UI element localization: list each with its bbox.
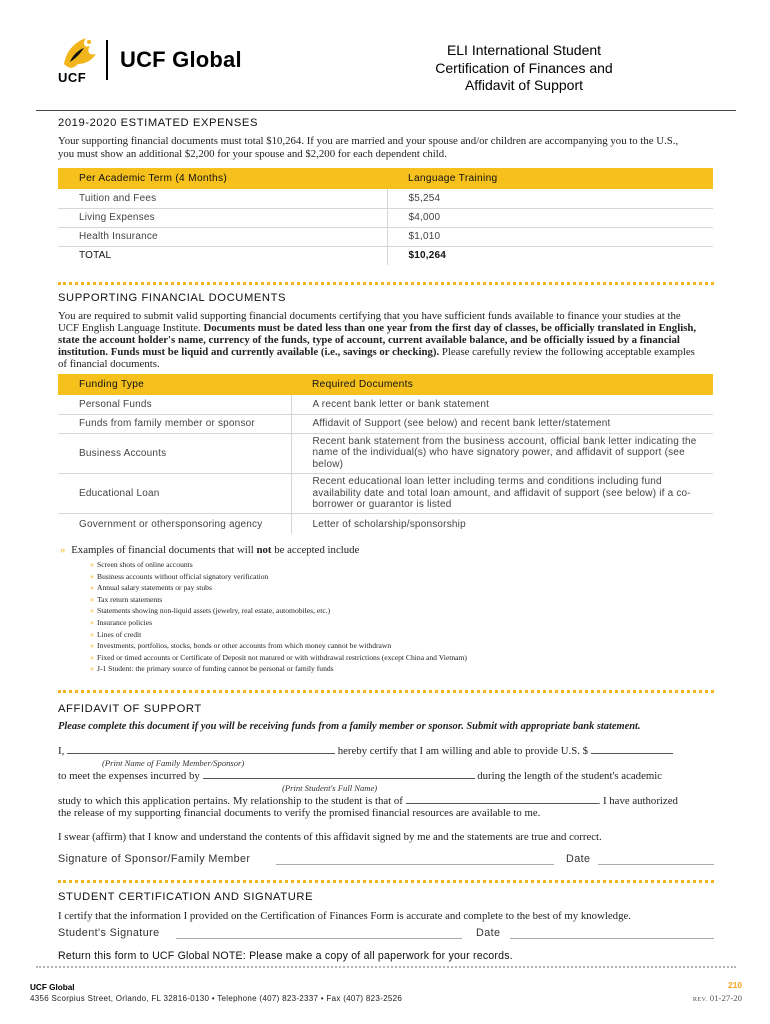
affidavit-instruction: Please complete this document if you will be receiving funds from a family member or sponsor. Submit with appropriate bank statement. (58, 721, 641, 732)
list-item (90, 605, 467, 617)
bullet-arrow-icon: » (90, 652, 94, 662)
table-row (58, 473, 713, 513)
form-code: 210 (728, 980, 742, 990)
affidavit-text: I, (58, 745, 65, 757)
affidavit-text: . I have authorized (597, 795, 678, 807)
bullet-arrow-icon: » (90, 571, 94, 581)
expense-total-label: TOTAL (79, 250, 112, 262)
document-title (394, 42, 654, 95)
column-header: Per Academic Term (4 Months) (58, 168, 387, 189)
supporting-line: You are required to submit valid supporting financial documents certifying that you have sufficient funds available to finance your studies at the (58, 310, 681, 322)
required-docs: Recent educational loan letter including terms and conditions including fund availability date and total loan amount, and affidavit of support (see below) if a co-borrower or guarantor is listed (291, 473, 713, 513)
student-date-line[interactable] (510, 938, 714, 939)
logo-divider (106, 40, 108, 80)
expense-label: Living Expenses (58, 208, 387, 227)
list-item-text: J-1 Student: the primary source of funding cannot be personal or family funds (97, 664, 334, 674)
footer-address: 4356 Scorpius Street, Orlando, FL 32816-0130 • Telephone (407) 823-2337 • Fax (407) 823-2526 (30, 994, 403, 1003)
table-row (58, 208, 713, 227)
logo-text: UCF Global (120, 47, 242, 72)
document-title-line: Affidavit of Support (464, 77, 584, 93)
expense-value: $1,010 (387, 227, 713, 246)
funding-type: Business Accounts (58, 433, 291, 473)
funding-type: Educational Loan (58, 473, 291, 513)
affidavit-line (58, 744, 673, 757)
affidavit-text: study to which this application pertains. My relationship to the student is that of (58, 795, 403, 807)
expenses-table-header (58, 168, 713, 189)
required-docs: A recent bank letter or bank statement (291, 395, 713, 414)
funding-type: Government or othersponsoring agency (79, 518, 263, 530)
expenses-intro-line: you must show an additional $2,200 for your spouse and $2,200 for each dependent child. (58, 148, 447, 160)
section-divider (58, 282, 714, 285)
table-row (58, 433, 713, 473)
student-date-label: Date (476, 927, 501, 939)
list-item-text: Fixed or timed accounts or Certificate of Deposit not matured or with withdrawal restrictions (except China and Vietnam) (97, 652, 467, 662)
funding-table-header (58, 374, 713, 395)
supporting-bold-text: Documents must be dated less than one year from the first day of classes, be officially translated in English, (203, 322, 697, 334)
required-docs: Letter of scholarship/sponsorship (291, 514, 713, 534)
table-row (58, 246, 713, 265)
bullet-arrow-icon: » (90, 560, 94, 569)
table-row (58, 395, 713, 414)
table-row (58, 414, 713, 433)
expenses-intro-line: Your supporting financial documents must total $10,264. If you are married and your spouse and/or children are accompanying you to the U.S., (58, 135, 679, 147)
sponsor-signature-label: Signature of Sponsor/Family Member (58, 853, 251, 865)
supporting-text: Please carefully review the following acceptable examples (439, 346, 695, 358)
not-accepted-bold: not (256, 544, 272, 556)
expense-total-value: $10,264 (387, 246, 713, 265)
table-row (58, 189, 713, 208)
document-title-line: ELI International Student (446, 42, 602, 58)
supporting-line: of financial documents. (58, 358, 160, 370)
list-item (90, 640, 467, 652)
column-header: Language Training (387, 168, 713, 189)
footer-divider (36, 966, 736, 968)
sponsor-date-line[interactable] (598, 864, 714, 865)
header-rule (36, 110, 736, 111)
supporting-text: UCF English Language Institute. (58, 322, 204, 334)
revision-date (693, 993, 742, 1003)
supporting-line (58, 346, 695, 358)
list-item-text: Screen shots of online accounts (97, 560, 193, 569)
list-item-text: Insurance policies (97, 617, 153, 627)
sponsor-date-label: Date (566, 853, 591, 865)
bullet-arrow-icon: » (90, 583, 94, 593)
list-item-text: Tax return statements (97, 594, 163, 604)
supporting-bold-text: institution. Funds must be liquid and currently available (i.e., savings or checking). (58, 346, 440, 358)
expenses-table (58, 168, 713, 265)
bullet-arrow-icon: » (90, 664, 94, 674)
section-divider (58, 690, 714, 693)
revision-value: 01-27-20 (709, 993, 742, 1003)
amount-field[interactable] (591, 744, 673, 754)
expense-value: $4,000 (387, 208, 713, 227)
list-item-text: Business accounts without official signatory verification (97, 571, 269, 581)
expenses-heading: 2019-2020 ESTIMATED EXPENSES (58, 117, 259, 129)
affidavit-line: the release of my supporting financial documents to verify the promised financial resources are available to me. (58, 807, 541, 819)
list-item (90, 594, 467, 606)
list-item-text: Lines of credit (97, 629, 142, 639)
not-accepted-text: be accepted include (271, 544, 360, 556)
affidavit-swear: I swear (affirm) that I know and understand the contents of this affidavit signed by me and the statements are true and correct. (58, 831, 602, 843)
bullet-arrow-icon: » (90, 629, 94, 639)
expense-label: Health Insurance (58, 227, 387, 246)
bullet-arrow-icon: » (90, 617, 94, 627)
return-note: Return this form to UCF Global NOTE: Please make a copy of all paperwork for your records. (58, 950, 513, 962)
expense-value: $5,254 (387, 189, 713, 208)
document-title-line: Certification of Finances and (435, 59, 613, 76)
not-accepted-text: Examples of financial documents that will (71, 544, 257, 556)
list-item (90, 663, 467, 675)
student-cert-statement: I certify that the information I provided on the Certification of Finances Form is accurate and complete to the best of my knowledge. (58, 910, 631, 922)
list-item (90, 571, 467, 583)
list-item (90, 629, 467, 641)
expense-label: Tuition and Fees (58, 189, 387, 208)
student-name-field[interactable] (203, 769, 475, 779)
funding-type: Funds from family member or sponsor (58, 414, 291, 433)
not-accepted-list (90, 559, 467, 675)
relationship-field[interactable] (406, 794, 598, 804)
supporting-heading: SUPPORTING FINANCIAL DOCUMENTS (58, 292, 287, 304)
student-signature-label: Student's Signature (58, 927, 160, 939)
bullet-arrow-icon: » (90, 641, 94, 651)
affidavit-text: hereby certify that I am willing and able to provide U.S. $ (337, 745, 589, 757)
bullet-arrow-icon: » (90, 594, 94, 604)
sponsor-name-field[interactable] (67, 744, 335, 754)
sponsor-signature-line[interactable] (276, 864, 554, 865)
logo-short-text: UCF (58, 70, 87, 85)
affidavit-text: to meet the expenses incurred by (58, 770, 200, 782)
revision-label: REV. (692, 996, 708, 1003)
student-signature-line[interactable] (176, 938, 462, 939)
bullet-arrow-icon: » (90, 606, 94, 616)
list-item-text: Investments, portfolios, stocks, bonds or other accounts from which money cannot be withdrawn (97, 641, 392, 651)
list-item (90, 582, 467, 594)
column-header: Required Documents (291, 374, 713, 395)
table-row (58, 227, 713, 246)
funding-table (58, 374, 713, 534)
bullet-arrow-icon: » (60, 544, 66, 556)
list-item-text: Annual salary statements or pay stubs (97, 583, 212, 593)
affidavit-text: during the length of the student's academic (477, 770, 663, 782)
not-accepted-heading (60, 544, 359, 556)
supporting-line: state the account holder's name, currency of the funds, type of account, current available balance, and be officially issued by a financial (58, 334, 680, 346)
affidavit-line (58, 794, 678, 807)
sponsor-field-label: (Print Name of Family Member/Sponsor) (102, 758, 245, 768)
column-header: Funding Type (58, 374, 291, 395)
list-item (90, 559, 467, 571)
list-item-text: Statements showing non-liquid assets (jewelry, real estate, automobiles, etc.) (97, 606, 331, 616)
footer-org: UCF Global (30, 983, 75, 992)
affidavit-heading: AFFIDAVIT OF SUPPORT (58, 703, 202, 715)
affidavit-line (58, 769, 662, 782)
list-item (90, 617, 467, 629)
funding-type: Personal Funds (58, 395, 291, 414)
supporting-line (58, 322, 696, 334)
list-item (90, 652, 467, 664)
page-header (0, 0, 770, 112)
student-field-label: (Print Student's Full Name) (282, 783, 378, 793)
student-cert-heading: STUDENT CERTIFICATION AND SIGNATURE (58, 891, 314, 903)
table-row (58, 514, 713, 534)
section-divider (58, 880, 714, 883)
required-docs: Affidavit of Support (see below) and recent bank letter/statement (291, 414, 713, 433)
required-docs: Recent bank statement from the business account, official bank letter indicating the name of the individual(s) who have signatory power, and affidavit of support (see below) (291, 433, 713, 473)
